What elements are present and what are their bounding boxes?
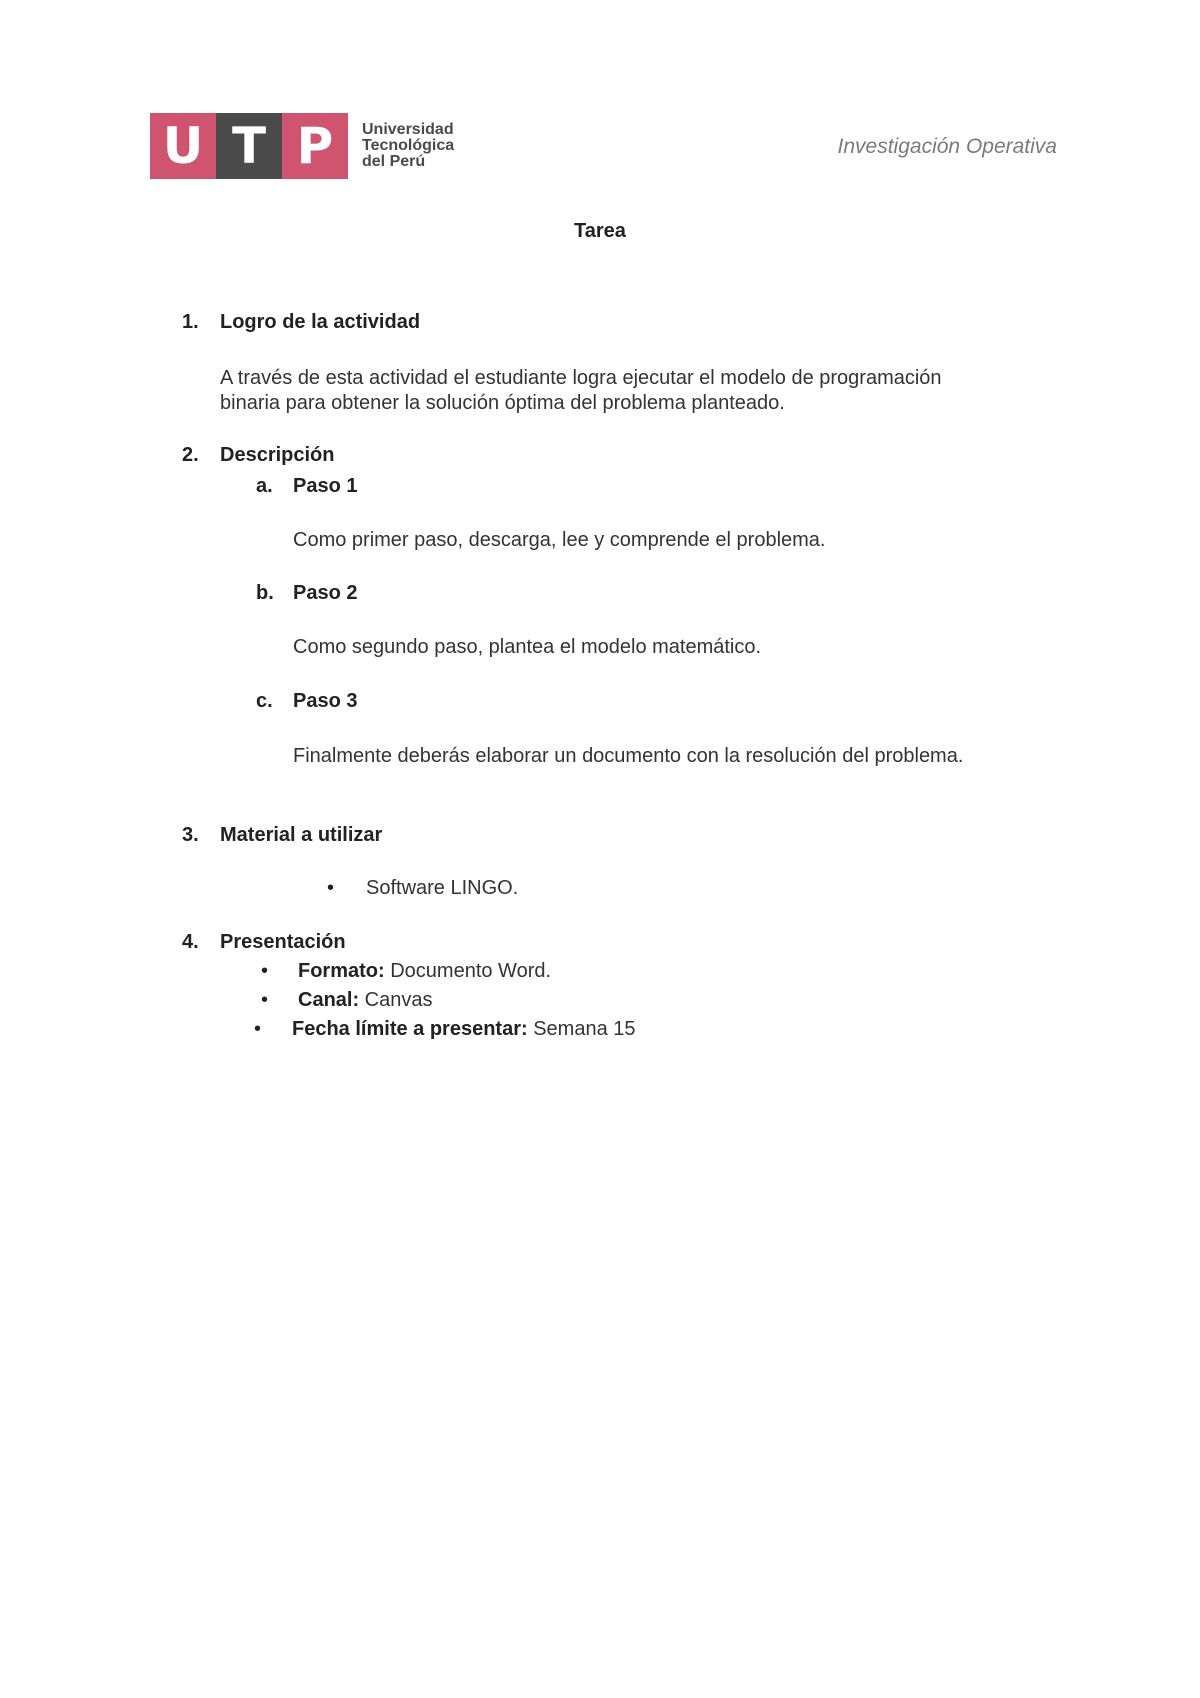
section-3-number: 3. (182, 824, 199, 846)
bullet-icon: • (261, 989, 269, 1011)
bullet-icon: • (327, 877, 335, 899)
presentation-item-deadline (292, 1017, 636, 1042)
section-4-number: 4. (182, 931, 199, 953)
bullet-icon: • (261, 960, 269, 982)
section-4-heading: Presentación (220, 931, 346, 953)
section-1-paragraph-line-1: A través de esta actividad el estudiante logra ejecutar el modelo de programación (220, 367, 942, 389)
logo-letter-t: T (216, 113, 282, 179)
step-a-label: Paso 1 (293, 475, 358, 497)
bullet-icon: • (254, 1018, 262, 1040)
section-1-heading: Logro de la actividad (220, 311, 421, 333)
step-c-text: Finalmente deberás elaborar un documento con la resolución del problema. (293, 745, 964, 767)
logo-line-1: Universidad (362, 121, 454, 138)
section-3-heading: Material a utilizar (220, 824, 383, 846)
step-b-label: Paso 2 (293, 582, 358, 604)
logo-text (362, 122, 454, 170)
utp-logo (150, 113, 454, 179)
presentation-item-channel (298, 988, 433, 1013)
section-2-number: 2. (182, 444, 199, 466)
document-title: Tarea (574, 220, 626, 242)
step-a-text: Como primer paso, descarga, lee y comprende el problema. (293, 529, 826, 551)
logo-letter-u: U (150, 113, 216, 179)
presentation-item-format (298, 959, 551, 984)
format-label: Formato: (298, 960, 385, 982)
step-b-letter: b. (256, 582, 274, 604)
material-item: Software LINGO. (366, 877, 519, 899)
channel-value: Canvas (359, 989, 433, 1011)
channel-label: Canal: (298, 989, 360, 1011)
section-2-heading: Descripción (220, 444, 335, 466)
logo-letter-p: P (282, 113, 348, 179)
section-1-number: 1. (182, 311, 199, 333)
step-c-label: Paso 3 (293, 690, 358, 712)
step-c-letter: c. (256, 690, 273, 712)
logo-line-3: del Perú (362, 153, 426, 170)
step-b-text: Como segundo paso, plantea el modelo matemático. (293, 636, 762, 658)
course-name: Investigación Operativa (837, 135, 1057, 158)
step-a-letter: a. (256, 475, 273, 497)
logo-line-2: Tecnológica (362, 137, 455, 154)
deadline-value: Semana 15 (527, 1018, 636, 1040)
format-value: Documento Word. (384, 960, 552, 982)
section-1-paragraph-line-2: binaria para obtener la solución óptima del problema planteado. (220, 392, 785, 414)
deadline-label: Fecha límite a presentar: (292, 1018, 528, 1040)
